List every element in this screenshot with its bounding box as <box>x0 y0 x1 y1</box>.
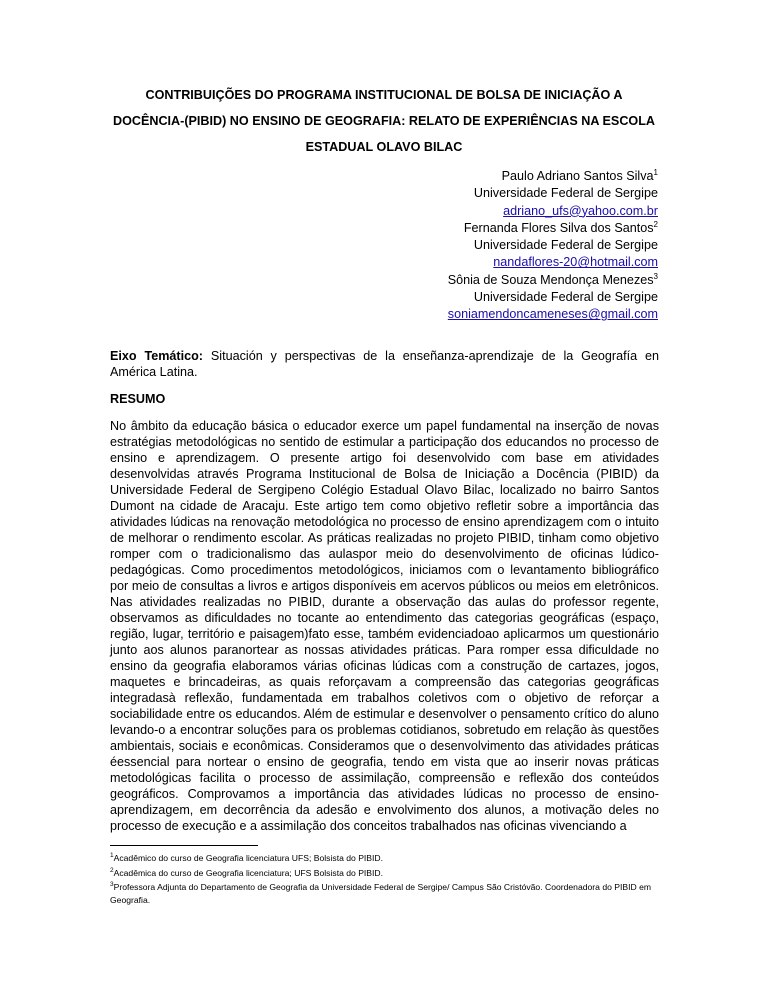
paper-title <box>100 82 668 160</box>
footnote-text: Acadêmica do curso de Geografia licenciatura; UFS Bolsista do PIBID. <box>113 867 384 878</box>
footnote-mark: 2 <box>653 219 658 229</box>
footnote-divider <box>110 845 258 846</box>
footnote-item <box>110 881 659 906</box>
abstract-body: No âmbito da educação básica o educador exerce um papel fundamental na inserção de novas estratégias metodológicas no sentido de estimular a participação dos educandos no processo de ensino e aprendizagem. O presente artigo foi desenvolvido com base em atividades desenvolvidas através Programa Institucional de Bolsa de Iniciação a Docência (PIBID) da Universidade Federal de Sergipeno Colégio Estadual Olavo Bilac, localizado no bairro Santos Dumont na cidade de Aracaju. Este artigo tem como objetivo refletir sobre a importância das atividades lúdicas na renovação metodológica no processo de ensino aprendizagem com o intuito de melhorar o rendimento escolar. As práticas realizadas no projeto PIBID, tinham como objetivo romper com o tradicionalismo das aulaspor meio do desenvolvimento de oficinas lúdico-pedagógicas. Como procedimentos metodológicos, iniciamos com o levantamento bibliográfico por meio de consultas a livros e artigos disponíveis em acervos públicos ou meios em eletrônicos. Nas atividades realizadas no PIBID, durante a observação das aulas do professor regente, observamos as dificuldades no tocante ao entendimento das categorias geográficas (espaço, região, lugar, território e paisagem)fato esse, também evidenciadoao aplicarmos um questionário junto aos alunos paranortear as nossas atividades práticas. Para romper essa dificuldade no ensino da geografia elaboramos várias oficinas lúdicas com a construção de cartazes, jogos, maquetes e brincadeiras, as quais reforçavam a compreensão das categorias geográficas integradasà reflexão, fundamentada em trabalhos coletivos com o objetivo de reforçar a sociabilidade entre os educandos. Além de estimular e desenvolver o pensamento crítico do aluno levando-o a encontrar soluções para os problemas cotidianos, sobretudo em relação às questões ambientais, sociais e econômicas. Consideramos que o desenvolvimento das atividades práticas éessencial para nortear o ensino de geografia, tendo em vista que ao inserir novas práticas metodológicas facilita o processo de assimilação, compreensão e reflexão dos conteúdos geográficos. Comprovamos a importância das atividades lúdicas no processo de ensino-aprendizagem, em decorrência da adesão e envolvimento dos alunos, a motivação deles no processo de execução e a assimilação dos conceitos trabalhados nas oficinas vivenciando a <box>110 419 659 834</box>
footnote-item <box>110 867 659 880</box>
author-email-link[interactable]: soniamendoncameneses@gmail.com <box>447 307 658 322</box>
author-name <box>448 168 658 185</box>
author-email-link[interactable]: adriano_ufs@yahoo.com.br <box>503 203 658 218</box>
footnotes <box>110 852 659 908</box>
footnote-item <box>110 852 659 865</box>
footnote-mark: 3 <box>110 881 114 889</box>
title-line-3: ESTADUAL OLAVO BILAC <box>305 140 463 154</box>
footnote-mark: 2 <box>110 866 114 874</box>
thematic-axis-label: Eixo Temático: <box>110 349 204 363</box>
footnote-mark: 1 <box>110 852 114 860</box>
author-block <box>448 168 658 324</box>
author-name <box>448 220 658 237</box>
footnote-mark: 1 <box>653 167 658 177</box>
author-affiliation: Universidade Federal de Sergipe <box>473 186 658 201</box>
footnote-text: Acadêmico do curso de Geografia licenciatura UFS; Bolsista do PIBID. <box>113 853 384 863</box>
title-line-1: CONTRIBUIÇÕES DO PROGRAMA INSTITUCIONAL DE BOLSA DE INICIAÇÃO A <box>145 88 623 102</box>
author-affiliation: Universidade Federal de Sergipe <box>473 290 658 305</box>
author-name <box>448 272 658 289</box>
footnote-text: Professora Adjunta do Departamento de Geografia da Universidade Federal de Sergipe/ Campus São Cristóvão. Coordenadora do PIBID em Geografia. <box>110 882 652 905</box>
author-email-link[interactable]: nandaflores-20@hotmail.com <box>493 255 658 270</box>
footnote-mark: 3 <box>653 271 658 281</box>
thematic-axis <box>110 348 659 380</box>
author-name-text: Paulo Adriano Santos Silva <box>501 169 654 183</box>
author-name-text: Sônia de Souza Mendonça Menezes <box>447 272 654 287</box>
author-name-text: Fernanda Flores Silva dos Santos <box>463 220 654 235</box>
author-affiliation: Universidade Federal de Sergipe <box>473 238 658 253</box>
thematic-axis-text: Situación y perspectivas de la enseñanza-aprendizaje de la Geografía en América Latina. <box>110 349 659 379</box>
abstract-heading: RESUMO <box>110 392 166 406</box>
title-line-2: DOCÊNCIA-(PIBID) NO ENSINO DE GEOGRAFIA: RELATO DE EXPERIÊNCIAS NA ESCOLA <box>112 114 656 128</box>
